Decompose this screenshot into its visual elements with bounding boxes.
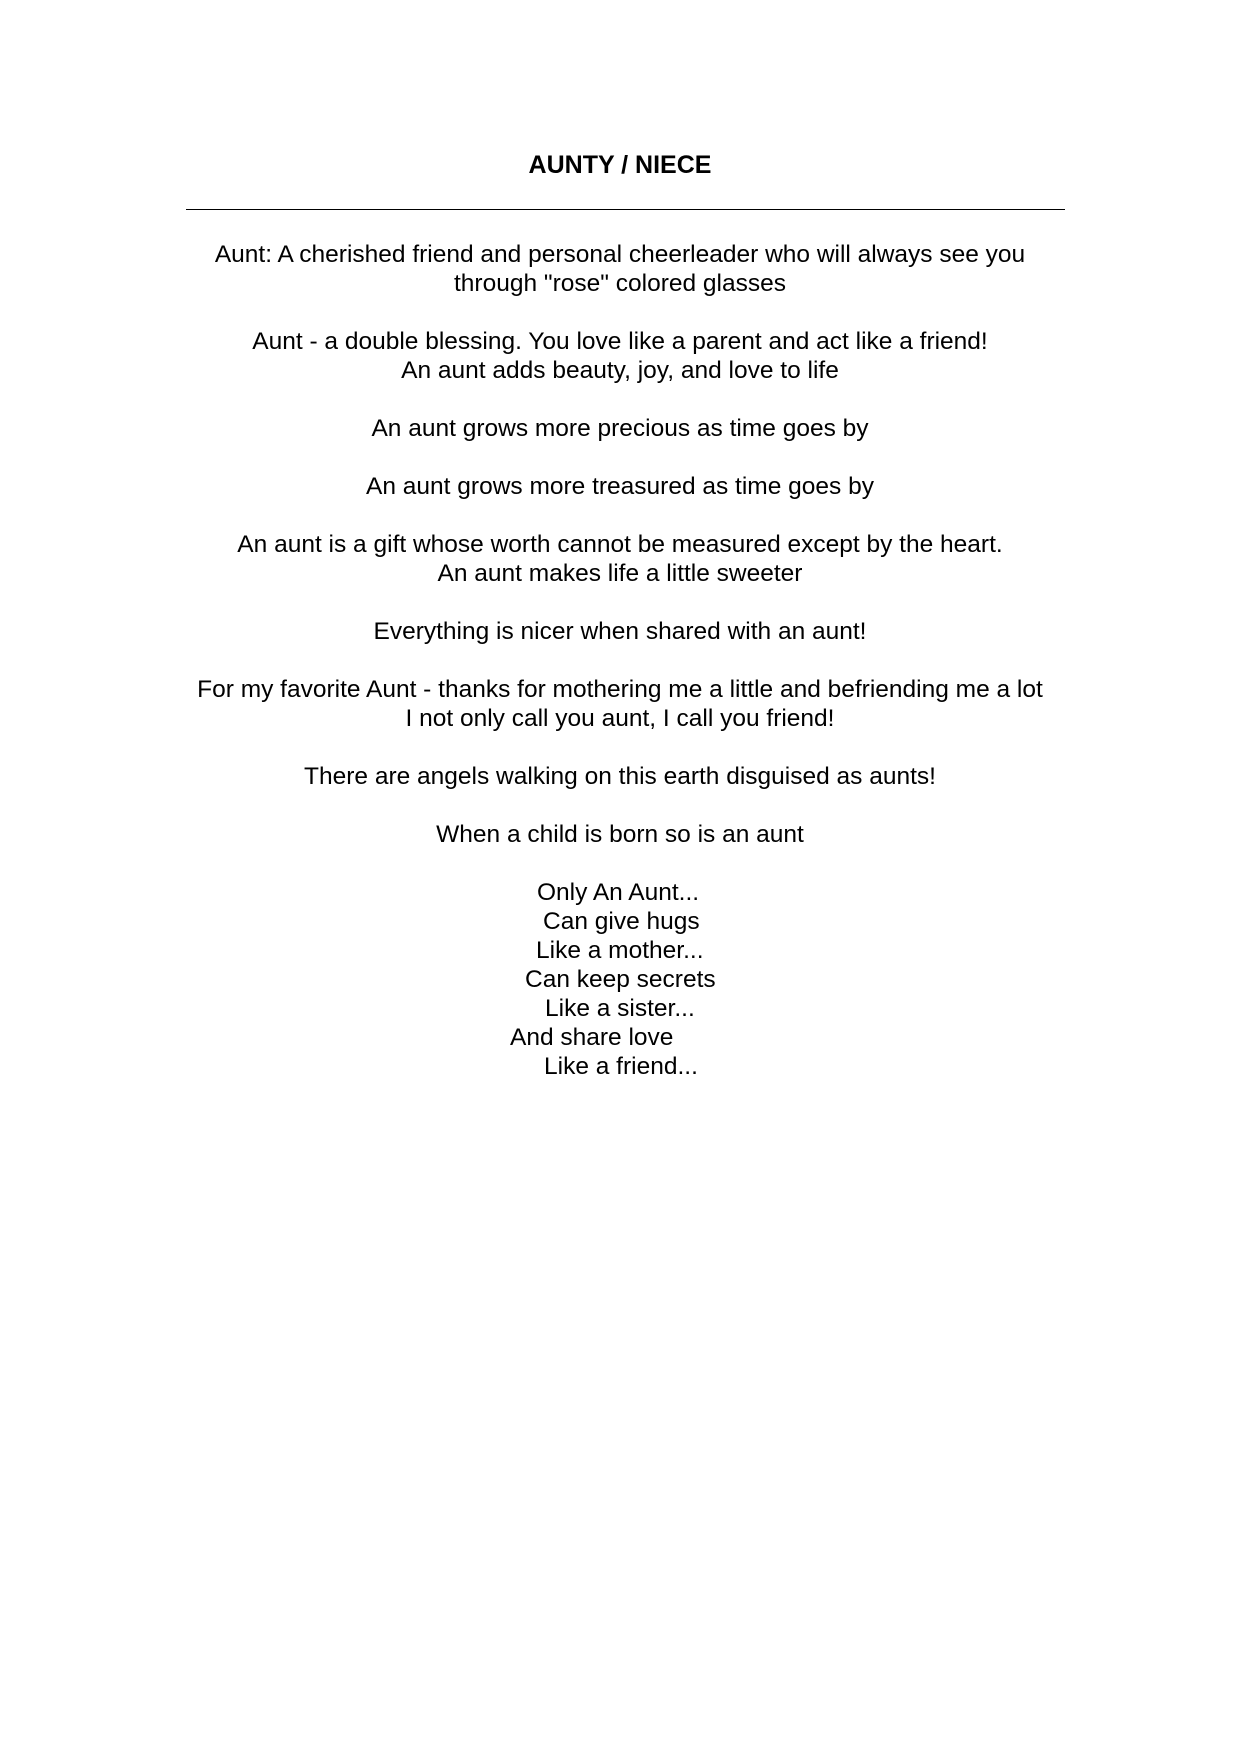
- quote-line: An aunt grows more treasured as time goes by: [366, 473, 874, 500]
- quote-line: I not only call you aunt, I call you friend!: [405, 705, 835, 732]
- title-divider: [186, 209, 1065, 210]
- quote-line: An aunt makes life a little sweeter: [437, 560, 803, 587]
- poem-line: Like a friend...: [544, 1053, 698, 1080]
- quote-line: An aunt grows more precious as time goes by: [371, 415, 869, 442]
- quote-line: Aunt - a double blessing. You love like a parent and act like a friend!: [252, 328, 988, 355]
- quote-line: An aunt adds beauty, joy, and love to life: [401, 357, 839, 384]
- quote-line: When a child is born so is an aunt: [436, 821, 804, 848]
- poem-line: Can keep secrets: [525, 966, 716, 993]
- quote-line: For my favorite Aunt - thanks for mothering me a little and befriending me a lot: [197, 676, 1043, 703]
- quote-line: through "rose" colored glasses: [454, 270, 786, 297]
- quote-line: Everything is nicer when shared with an aunt!: [373, 618, 867, 645]
- poem-line: And share love: [510, 1024, 674, 1051]
- quote-line: There are angels walking on this earth disguised as aunts!: [304, 763, 936, 790]
- poem-line: Only An Aunt...: [537, 879, 700, 906]
- quote-line: An aunt is a gift whose worth cannot be measured except by the heart.: [237, 531, 1003, 558]
- poem-line: Can give hugs: [543, 908, 700, 935]
- poem-line: Like a mother...: [536, 937, 704, 964]
- quote-line: Aunt: A cherished friend and personal cheerleader who will always see you: [214, 241, 1026, 268]
- page-title: AUNTY / NIECE: [528, 151, 712, 179]
- poem-line: Like a sister...: [545, 995, 695, 1022]
